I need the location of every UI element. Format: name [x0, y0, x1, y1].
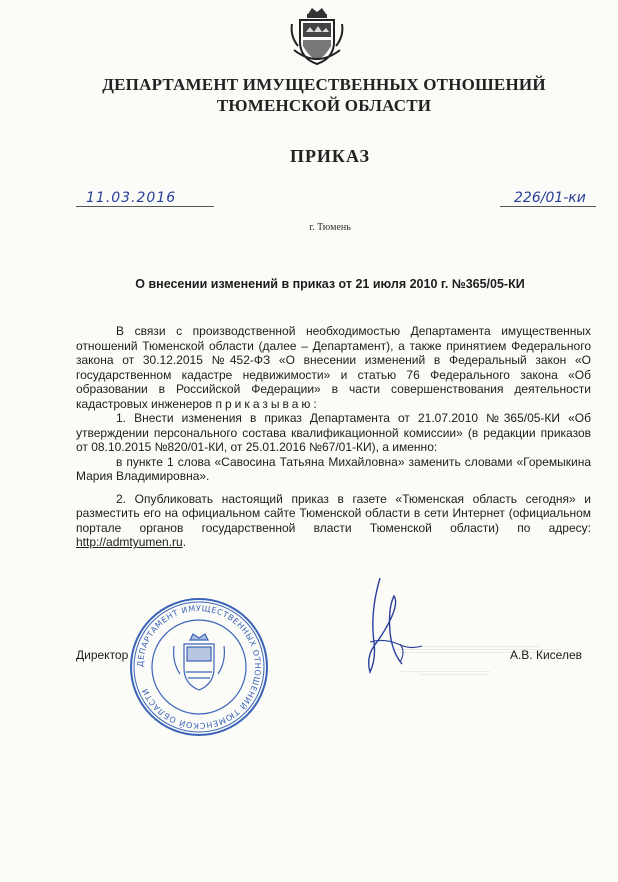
date-underline: [76, 206, 214, 207]
doc-type-title: ПРИКАЗ: [289, 146, 371, 166]
order-subject: О внесении изменений в приказ от 21 июля 2010 г. №365/05-КИ: [135, 277, 525, 291]
order-word: приказываю:: [215, 396, 320, 411]
item-1-detail: в пункте 1 слова «Савосина Татьяна Михайловна» заменить словами «Горемыкина Мария Владимировна».: [76, 454, 591, 483]
order-number: 226/01-ки: [514, 190, 586, 206]
department-line-1: ДЕПАРТАМЕНТ ИМУЩЕСТВЕННЫХ ОТНОШЕНИЙ: [102, 75, 546, 94]
coat-of-arms-icon: [288, 6, 346, 68]
item-1: 1. Внести изменения в приказ Департамента от 21.07.2010 №365/05-КИ «Об утверждении персонального состава квалификационной комиссии» (в редакции приказов от 08.10.2015 №820/01-КИ, от 25.01.2016 №67/01-КИ), а именно:: [76, 411, 591, 454]
portal-link[interactable]: http://admtyumen.ru: [76, 535, 183, 549]
preamble-text: В связи с производственной необходимостью Департамента имущественных отношений Тюменской области (далее – Департамент), а также принятием Федерального закона от 30.12.2015 №452-ФЗ «О внесении изменений в Федеральный закон «О государственном кадастре недвижимости» и статью 76 Федерального закона «Об образовании в Российской Федерации» в части совершенствования деятельности кадастровых инженеров: [76, 324, 591, 411]
official-stamp: [128, 596, 270, 738]
department-name: [0, 74, 618, 116]
stamp-ring-text: ДЕПАРТАМЕНТ ИМУЩЕСТВЕННЫХ ОТНОШЕНИЙ ТЮМЕНСКОЙ ОБЛАСТИ: [135, 603, 263, 731]
number-underline: [500, 206, 596, 207]
signer-title: Директор: [76, 648, 129, 662]
stamp-emblem-icon: [174, 634, 225, 690]
item-2-text: 2. Опубликовать настоящий приказ в газете «Тюменская область сегодня» и разместить его на официальном сайте Тюменской области в сети Интернет (официальном портале органов государственной власти Тюменской области) по адресу:: [76, 491, 591, 535]
department-line-2: ТЮМЕНСКОЙ ОБЛАСТИ: [216, 96, 432, 115]
item-2: [76, 492, 591, 550]
handwritten-signature: [340, 572, 450, 682]
order-body: [76, 324, 591, 550]
preamble-paragraph: [76, 324, 591, 411]
signer-name: А.В. Киселев: [509, 648, 582, 662]
item-2-end: .: [182, 535, 187, 549]
city: г. Тюмень: [309, 222, 351, 233]
order-date: 11.03.2016: [86, 190, 177, 206]
